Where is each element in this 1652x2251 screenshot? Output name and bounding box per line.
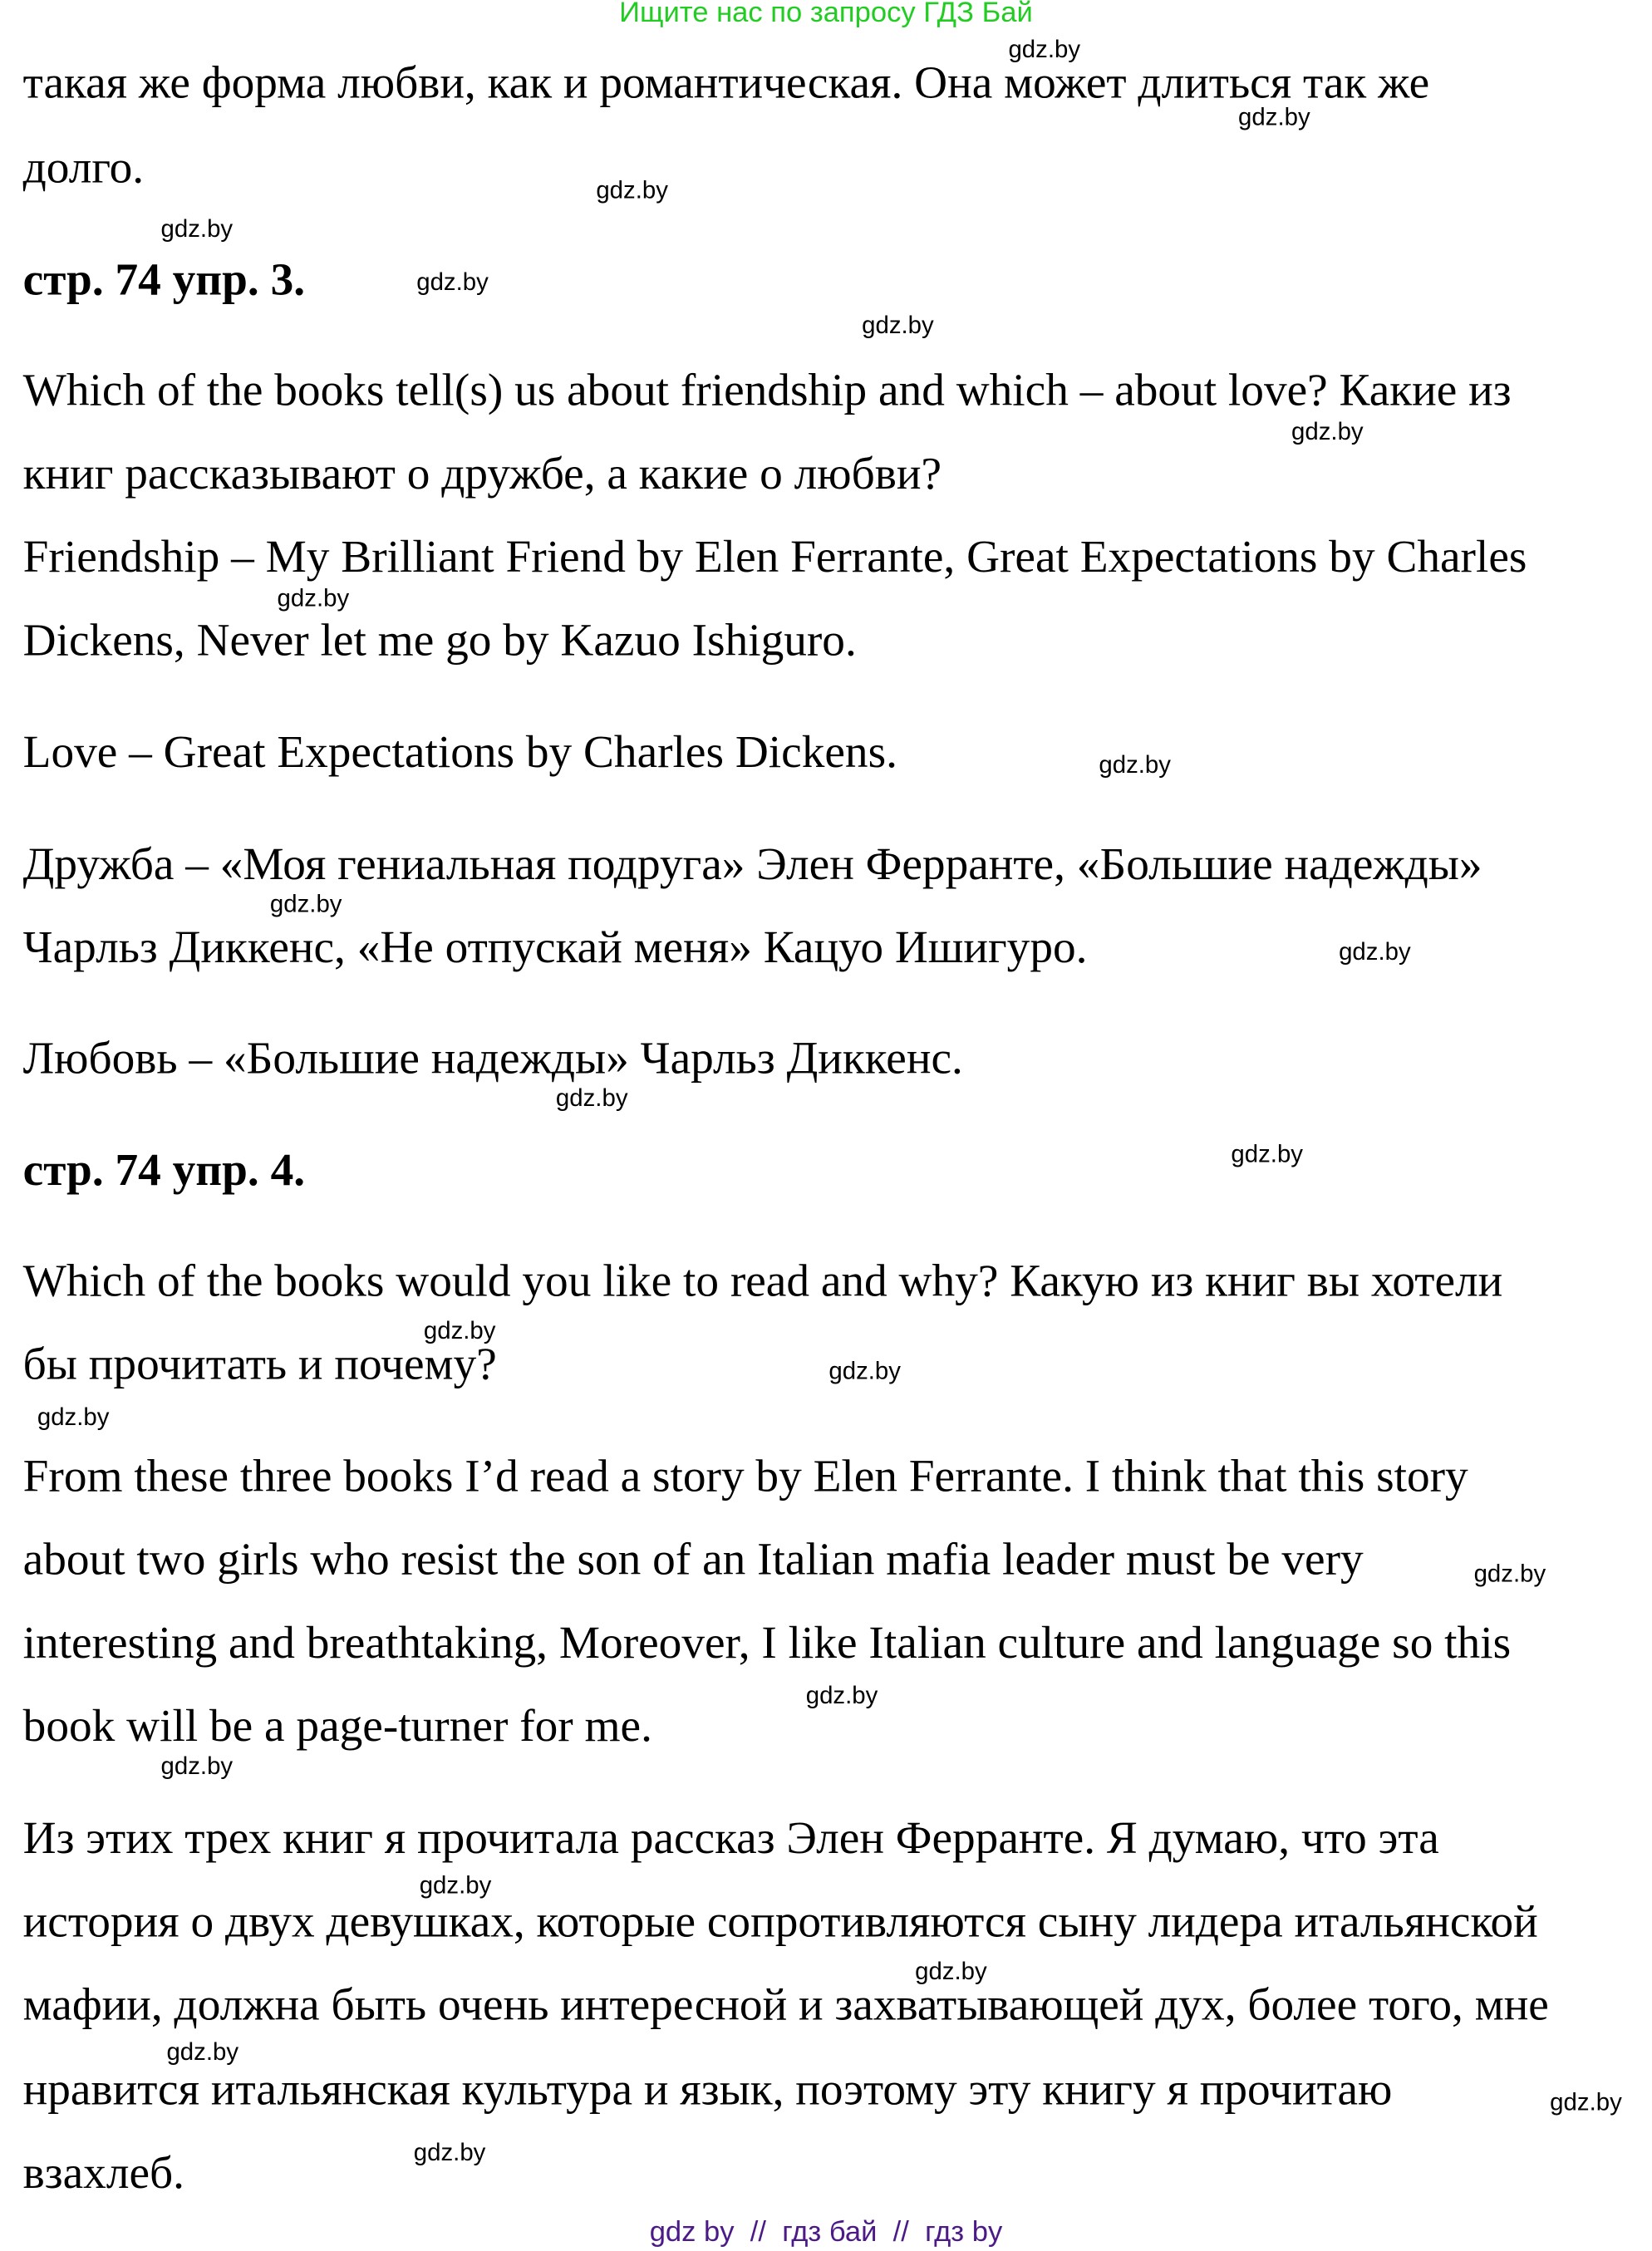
text-line: книг рассказывают о дружбе, а какие о любви?	[22, 446, 942, 499]
watermark: gdz.by	[419, 1871, 492, 1900]
text-line: Дружба – «Моя гениальная подруга» Элен Ферранте, «Большие надежды»	[22, 837, 1482, 890]
watermark: gdz.by	[160, 1752, 234, 1780]
text-line: Friendship – My Brilliant Friend by Elen Ferrante, Great Expectations by Charles	[22, 529, 1527, 582]
text-line: Love – Great Expectations by Charles Dickens.	[22, 725, 897, 778]
text-line: interesting and breathtaking, Moreover, I like Italian culture and language so this	[22, 1615, 1512, 1669]
watermark: gdz.by	[1291, 418, 1364, 445]
watermark: gdz.by	[862, 312, 934, 339]
text-line: долго.	[22, 140, 145, 193]
text-line: Чарльз Диккенс, «Не отпускай меня» Кацуо Ишигуро.	[22, 921, 1088, 973]
watermark: gdz.by	[915, 1958, 987, 1986]
watermark: gdz.by	[1339, 937, 1411, 966]
watermark: gdz.by	[1008, 36, 1081, 64]
watermark: gdz.by	[1238, 103, 1310, 131]
footer-watermark: gdz by // гдз бай // гдз by	[649, 2216, 1003, 2249]
text-line: From these three books I’d read a story by Elen Ferrante. I think that this story	[22, 1449, 1468, 1501]
text-line: такая же форма любви, как и романтическая. Она может длиться так же	[22, 56, 1430, 108]
watermark: gdz.by	[805, 1682, 878, 1710]
watermark: gdz.by	[277, 584, 350, 612]
text-line: бы прочитать и почему?	[22, 1337, 497, 1389]
search-banner: Ищите нас по запросу ГДЗ Бай	[619, 0, 1033, 29]
watermark: gdz.by	[160, 215, 234, 243]
text-line: взахлеб.	[22, 2145, 184, 2198]
text-line: Любовь – «Большие надежды» Чарльз Диккенс.	[22, 1031, 963, 1084]
text-line: about two girls who resist the son of an Italian mafia leader must be very	[22, 1532, 1364, 1585]
text-line: мафии, должна быть очень интересной и захватывающей дух, более того, мне	[22, 1978, 1549, 2030]
watermark: gdz.by	[37, 1403, 110, 1431]
text-line: история о двух девушках, которые сопротивляются сыну лидера итальянской	[22, 1895, 1538, 1947]
text-line: Which of the books would you like to read and why? Какую из книг вы хотели	[22, 1254, 1503, 1306]
watermark: gdz.by	[269, 890, 342, 918]
text-line: Which of the books tell(s) us about friendship and which – about love? Какие из	[22, 363, 1512, 415]
watermark: gdz.by	[596, 176, 668, 204]
watermark: gdz.by	[555, 1084, 628, 1113]
text-line: book will be a page-turner for me.	[22, 1699, 652, 1752]
watermark: gdz.by	[1473, 1560, 1546, 1588]
watermark: gdz.by	[416, 268, 489, 297]
watermark: gdz.by	[423, 1317, 496, 1345]
watermark: gdz.by	[1099, 751, 1171, 779]
text-line: нравится итальянская культура и язык, поэтому эту книгу я прочитаю	[22, 2062, 1393, 2115]
watermark: gdz.by	[1231, 1140, 1304, 1168]
watermark: gdz.by	[166, 2038, 239, 2066]
section-heading: стр. 74 упр. 3.	[22, 253, 306, 305]
watermark: gdz.by	[1550, 2088, 1622, 2116]
text-line: Из этих трех книг я прочитала рассказ Элен Ферранте. Я думаю, что эта	[22, 1811, 1439, 1864]
watermark: gdz.by	[413, 2139, 486, 2166]
section-heading: стр. 74 упр. 4.	[22, 1143, 306, 1196]
text-line: Dickens, Never let me go by Kazuo Ishiguro.	[22, 613, 857, 666]
watermark: gdz.by	[828, 1357, 901, 1385]
